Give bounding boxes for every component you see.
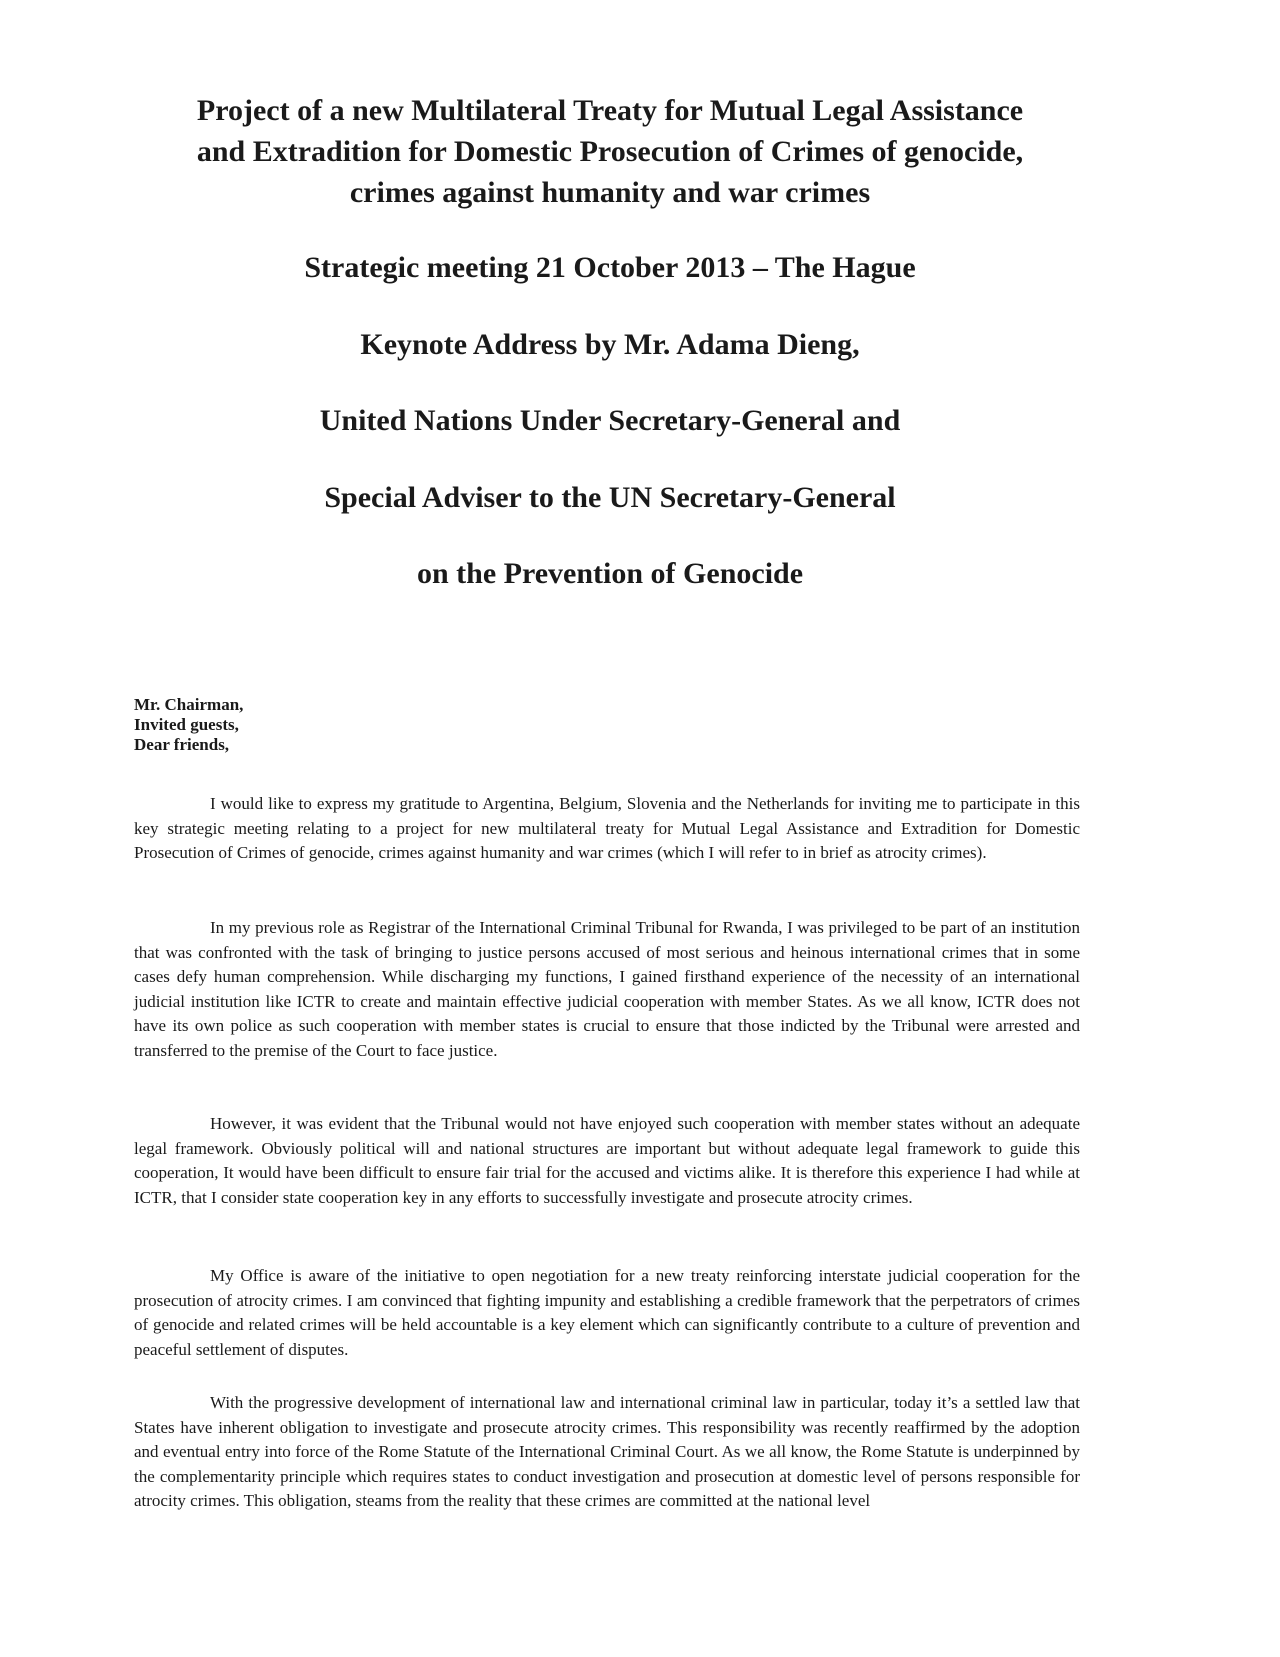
keynote-heading: Keynote Address by Mr. Adama Dieng, <box>360 328 860 361</box>
salutation-line: Dear friends, <box>134 735 230 754</box>
title-line: Project of a new Multilateral Treaty for Mutual Legal Assistance <box>196 94 1024 127</box>
title-line: crimes against humanity and war crimes <box>349 176 871 209</box>
document-title <box>100 90 1120 213</box>
body-paragraph: I would like to express my gratitude to Argentina, Belgium, Slovenia and the Netherlands for inviting me to participate in this key strategic meeting relating to a project for new multilateral treaty for Mutual Legal Assistance and Extradition for Domestic Prosecution of Crimes of genocide, crimes against humanity and war crimes (which I will refer to in brief as atrocity crimes). <box>134 794 1080 862</box>
body-paragraph: However, it was evident that the Tribunal would not have enjoyed such cooperation with member states without an adequate legal framework. Obviously political will and national structures are important but without adequate legal framework to guide this cooperation, It would have been difficult to ensure fair trial for the accused and victims alike. It is therefore this experience I had while at ICTR, that I consider state cooperation key in any efforts to successfully investigate and prosecute atrocity crimes. <box>134 1114 1080 1207</box>
meeting-heading: Strategic meeting 21 October 2013 – The Hague <box>304 251 916 284</box>
body-paragraph: My Office is aware of the initiative to open negotiation for a new treaty reinforcing interstate judicial cooperation for the prosecution of atrocity crimes. I am convinced that fighting impunity and establishing a credible framework that the perpetrators of crimes of genocide and related crimes will be held accountable is a key element which can significantly contribute to a culture of prevention and peaceful settlement of disputes. <box>134 1266 1080 1359</box>
prevention-heading: on the Prevention of Genocide <box>416 557 804 590</box>
special-adviser-heading: Special Adviser to the UN Secretary-General <box>324 481 896 514</box>
salutation <box>134 695 243 755</box>
body-paragraph: With the progressive development of international law and international criminal law in particular, today it’s a settled law that States have inherent obligation to investigate and prosecute atrocity crimes. This responsibility was recently reaffirmed by the adoption and eventual entry into force of the Rome Statute of the International Criminal Court. As we all know, the Rome Statute is underpinned by the complementarity principle which requires states to conduct investigation and prosecution at domestic level of persons responsible for atrocity crimes. This obligation, steams from the reality that these crimes are committed at the national level <box>134 1393 1080 1510</box>
title-line: and Extradition for Domestic Prosecution of Crimes of genocide, <box>196 135 1024 168</box>
body-paragraph: In my previous role as Registrar of the International Criminal Tribunal for Rwanda, I was privileged to be part of an institution that was confronted with the task of bringing to justice persons accused of most serious and heinous international crimes that in some cases defy human comprehension. While discharging my functions, I gained firsthand experience of the necessity of an international judicial institution like ICTR to create and maintain effective judicial cooperation with member States. As we all know, ICTR does not have its own police as such cooperation with member states is crucial to ensure that those indicted by the Tribunal were arrested and transferred to the premise of the Court to face justice. <box>134 918 1080 1060</box>
speaker-title-heading: United Nations Under Secretary-General and <box>319 404 901 437</box>
salutation-line: Mr. Chairman, <box>134 695 244 714</box>
salutation-line: Invited guests, <box>134 715 239 734</box>
